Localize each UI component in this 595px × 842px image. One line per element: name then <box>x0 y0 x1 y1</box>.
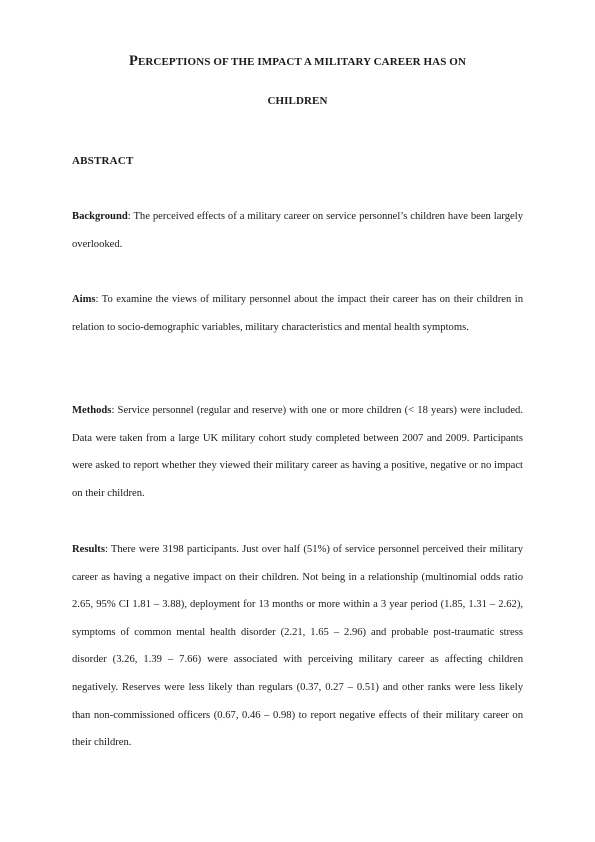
background-label: Background <box>72 211 128 222</box>
paper-title-line-2: CHILDREN <box>267 95 328 107</box>
background-paragraph <box>72 203 523 258</box>
results-label: Results <box>72 544 105 555</box>
aims-label: Aims <box>72 294 96 305</box>
abstract-heading: ABSTRACT <box>72 155 134 167</box>
results-paragraph <box>72 536 523 757</box>
methods-paragraph <box>72 397 523 507</box>
title-initial: P <box>128 53 138 69</box>
methods-text: : Service personnel (regular and reserve) with one or more children (< 18 years) were included. Data were taken from a large UK military cohort study completed between 2007 and 2009. Participants were asked to report whether they viewed their military career as having a positive, negative or no impact on their children. <box>72 405 523 499</box>
aims-paragraph <box>72 286 523 341</box>
background-text: : The perceived effects of a military career on service personnel’s children have been largely overlooked. <box>72 211 523 250</box>
results-text: : There were 3198 participants. Just over half (51%) of service personnel perceived their military career as having a negative impact on their children. Not being in a relationship (multinomial odds ratio 2.65, 95% CI 1.81 – 3.88), deployment for 13 months or more within a 3 year period (1.85, 1.31 – 2.62), symptoms of common mental health disorder (2.21, 1.65 – 2.96) and probable post-traumatic stress disorder (3.26, 1.39 – 7.66) were associated with perceiving military career as affecting children negatively. Reserves were less likely than regulars (0.37, 0.27 – 0.51) and other ranks were less likely than non-commissioned officers (0.67, 0.46 – 0.98) to report negative effects of their military career on their children. <box>72 544 523 749</box>
methods-label: Methods <box>72 405 112 416</box>
aims-text: : To examine the views of military personnel about the impact their career has on their children in relation to socio-demographic variables, military characteristics and mental health symptoms. <box>72 294 523 333</box>
paper-title-line-1 <box>72 54 523 69</box>
title-line-1-text: ERCEPTIONS OF THE IMPACT A MILITARY CAREER HAS ON <box>137 56 466 68</box>
